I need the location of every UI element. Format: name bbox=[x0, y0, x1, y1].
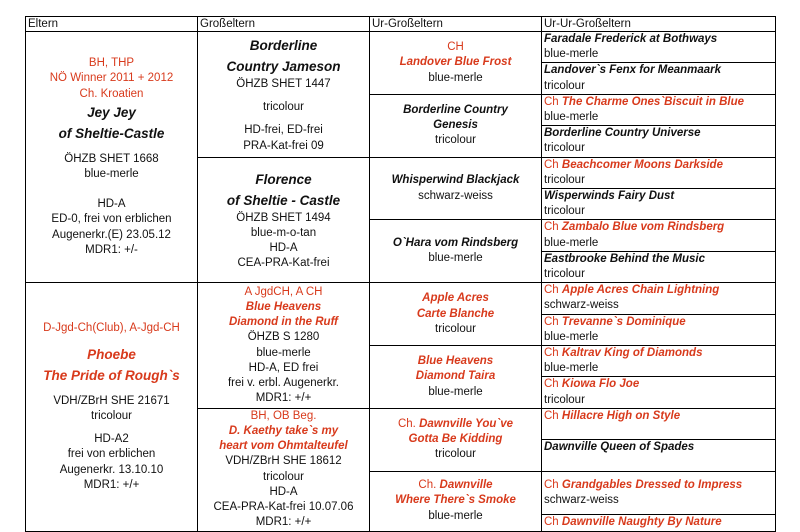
gggp-cell bbox=[542, 314, 776, 345]
ggp-cell bbox=[370, 94, 542, 157]
dam-sire-name: Blue Heavens bbox=[245, 300, 322, 313]
ggp-color: tricolour bbox=[435, 134, 476, 147]
gggp-color: blue-merle bbox=[544, 330, 599, 343]
gggp-color: blue-merle bbox=[544, 362, 599, 375]
ggp-name-line: Genesis bbox=[433, 119, 478, 132]
gggp-color: blue-merle bbox=[544, 48, 599, 61]
dam-dam-name: heart vom Ohmtalteufel bbox=[219, 440, 348, 453]
gggp-name: Kaltrav King of Diamonds bbox=[561, 347, 703, 360]
gggp-cell bbox=[542, 440, 776, 471]
ggp-cell bbox=[370, 346, 542, 409]
dam-health: frei von erblichen bbox=[67, 448, 156, 461]
sire-sire-registration: ÖHZB SHET 1447 bbox=[236, 77, 331, 90]
gggp-prefix: Ch bbox=[544, 347, 559, 360]
gggp-cell bbox=[542, 63, 776, 94]
dam-dam-health: MDR1: +/+ bbox=[255, 516, 312, 529]
gggp-cell bbox=[542, 377, 776, 408]
sire-health: HD-A bbox=[97, 198, 126, 211]
gggp-name: Dawnville Naughty By Nature bbox=[561, 516, 722, 529]
ggp-cell bbox=[370, 157, 542, 220]
ggp-prefix: Ch. bbox=[418, 479, 437, 492]
dam-sire-registration: ÖHZB S 1280 bbox=[247, 331, 320, 344]
dam-sire-name: Diamond in the Ruff bbox=[228, 316, 339, 329]
dam-health: HD-A2 bbox=[94, 433, 129, 446]
ggp-name-line: Diamond Taira bbox=[415, 370, 496, 383]
ggp-cell bbox=[370, 471, 542, 531]
ggp-name-line: Where There`s Smoke bbox=[395, 494, 516, 507]
gggp-prefix: Ch bbox=[544, 516, 559, 529]
ggp-name-line: Dawnville You`ve bbox=[419, 417, 514, 430]
sire-dam-health: HD-A bbox=[269, 241, 298, 254]
ggp-prefix: CH bbox=[447, 41, 464, 54]
sire-dam-color: blue-m-o-tan bbox=[250, 226, 317, 239]
sire-sire-name: Borderline bbox=[249, 37, 318, 53]
ggp-color: blue-merle bbox=[428, 252, 483, 265]
dam-cell bbox=[26, 283, 198, 531]
ggp-name-line: Blue Heavens bbox=[417, 355, 494, 368]
ggp-name-line: Carte Blanche bbox=[416, 307, 495, 320]
gggp-name: Apple Acres Chain Lightning bbox=[561, 284, 720, 297]
ggp-color: blue-merle bbox=[428, 509, 483, 522]
gggp-prefix: Ch bbox=[544, 221, 559, 234]
gggp-name: Kiowa Flo Joe bbox=[561, 378, 640, 391]
header-eltern: Eltern bbox=[26, 17, 198, 32]
ggp-name-line: Borderline Country bbox=[403, 103, 508, 116]
sire-dam-health: CEA-PRA-Kat-frei bbox=[237, 257, 330, 270]
ggp-cell bbox=[370, 32, 542, 95]
ggp-name-line: Apple Acres bbox=[422, 292, 489, 305]
sire-registration: ÖHZB SHET 1668 bbox=[64, 152, 159, 165]
dam-health: Augenerkr. 13.10.10 bbox=[59, 463, 164, 476]
gggp-color: tricolour bbox=[544, 268, 585, 281]
ggp-name: Landover Blue Frost bbox=[399, 56, 512, 69]
sire-sire-name: Country Jameson bbox=[226, 58, 341, 74]
dam-sire-health: HD-A, ED frei bbox=[248, 361, 319, 374]
gggp-color: schwarz-weiss bbox=[544, 493, 619, 506]
gggp-prefix: Ch bbox=[544, 95, 559, 108]
gggp-prefix: Ch bbox=[544, 378, 559, 391]
gggp-color: tricolour bbox=[544, 393, 585, 406]
ggp-name: O`Hara vom Rindsberg bbox=[392, 237, 519, 250]
dam-health: MDR1: +/+ bbox=[83, 478, 140, 491]
ggp-color: schwarz-weiss bbox=[418, 189, 493, 202]
gggp-cell bbox=[542, 32, 776, 63]
sire-title: BH, THP bbox=[88, 57, 135, 70]
header-ur-grosseltern: Ur-Großeltern bbox=[370, 17, 542, 32]
dam-sire-health: frei v. erbl. Augenerkr. bbox=[227, 376, 339, 389]
ggp-cell bbox=[370, 220, 542, 283]
gggp-name: Grandgables Dressed to Impress bbox=[561, 478, 743, 491]
gggp-name: Zambalo Blue vom Rindsberg bbox=[561, 221, 725, 234]
gggp-name: Wisperwinds Fairy Dust bbox=[544, 190, 675, 203]
sire-dam-name: Florence bbox=[255, 171, 312, 187]
gggp-cell bbox=[542, 515, 776, 531]
dam-dam-health: CEA-PRA-Kat-frei 10.07.06 bbox=[213, 501, 354, 514]
gggp-cell bbox=[542, 189, 776, 220]
gggp-prefix: Ch bbox=[544, 409, 559, 422]
gggp-name: Borderline Country Universe bbox=[544, 127, 701, 140]
dam-color: tricolour bbox=[91, 410, 132, 423]
gggp-cell bbox=[542, 283, 776, 314]
ggp-name: Whisperwind Blackjack bbox=[391, 174, 520, 187]
ggp-color: tricolour bbox=[435, 322, 476, 335]
ggp-name-line: Gotta Be Kidding bbox=[408, 433, 503, 446]
gggp-color: blue-merle bbox=[544, 236, 599, 249]
sire-dam-name: of Sheltie - Castle bbox=[226, 192, 341, 208]
ggp-cell bbox=[370, 283, 542, 346]
gggp-prefix: Ch bbox=[544, 478, 559, 491]
gggp-cell bbox=[542, 346, 776, 377]
sire-title: Ch. Kroatien bbox=[79, 87, 144, 100]
sire-health: ED-0, frei von erblichen bbox=[51, 213, 172, 226]
gggp-color: tricolour bbox=[544, 79, 585, 92]
dam-dam-title: BH, OB Beg. bbox=[250, 409, 317, 422]
gggp-name: Beachcomer Moons Darkside bbox=[561, 158, 723, 171]
gggp-color: tricolour bbox=[544, 205, 585, 218]
gggp-cell bbox=[542, 94, 776, 125]
gggp-name: Hillacre High on Style bbox=[561, 409, 681, 422]
ggp-name-line: Dawnville bbox=[439, 479, 493, 492]
gggp-name: Trevanne`s Dominique bbox=[561, 315, 686, 328]
dam-sire-cell bbox=[198, 283, 370, 409]
sire-title: NÖ Winner 2011 + 2012 bbox=[49, 72, 174, 85]
sire-health: MDR1: +/- bbox=[85, 243, 138, 256]
dam-dam-health: HD-A bbox=[269, 485, 298, 498]
dam-dam-registration: VDH/ZBrH SHE 18612 bbox=[225, 455, 342, 468]
gggp-cell bbox=[542, 251, 776, 282]
gggp-cell bbox=[542, 126, 776, 157]
pedigree-table bbox=[25, 16, 776, 532]
dam-dam-color: tricolour bbox=[263, 470, 304, 483]
gggp-name: Eastbrooke Behind the Music bbox=[544, 252, 706, 265]
sire-sire-color: tricolour bbox=[263, 101, 304, 114]
dam-sire-title: A JgdCH, A CH bbox=[244, 285, 323, 298]
sire-sire-health: HD-frei, ED-frei bbox=[244, 124, 323, 137]
gggp-cell bbox=[542, 471, 776, 515]
dam-name: Phoebe bbox=[87, 346, 136, 362]
sire-name: Jey Jey bbox=[87, 104, 136, 120]
sire-health: Augenerkr.(E) 23.05.12 bbox=[52, 228, 171, 241]
gggp-name: Dawnville Queen of Spades bbox=[544, 441, 695, 454]
header-row bbox=[26, 17, 776, 32]
sire-dam-registration: ÖHZB SHET 1494 bbox=[236, 211, 331, 224]
dam-dam-cell bbox=[198, 408, 370, 531]
sire-sire-cell bbox=[198, 32, 370, 158]
dam-title: D-Jgd-Ch(Club), A-Jgd-CH bbox=[43, 321, 180, 334]
dam-sire-health: MDR1: +/+ bbox=[255, 392, 312, 405]
sire-name: of Sheltie-Castle bbox=[58, 125, 165, 141]
gggp-cell bbox=[542, 408, 776, 439]
header-ur-ur-grosseltern: Ur-Ur-Großeltern bbox=[542, 17, 776, 32]
ggp-color: blue-merle bbox=[428, 385, 483, 398]
sire-sire-health: PRA-Kat-frei 09 bbox=[243, 139, 324, 152]
dam-registration: VDH/ZBrH SHE 21671 bbox=[53, 394, 170, 407]
gggp-color: tricolour bbox=[544, 142, 585, 155]
ggp-prefix: Ch. bbox=[397, 417, 416, 430]
gggp-prefix: Ch bbox=[544, 284, 559, 297]
gggp-color: blue-merle bbox=[544, 111, 599, 124]
sire-color: blue-merle bbox=[84, 168, 139, 181]
ggp-color: tricolour bbox=[435, 448, 476, 461]
gggp-prefix: Ch bbox=[544, 315, 559, 328]
gggp-color: schwarz-weiss bbox=[544, 299, 619, 312]
dam-sire-color: blue-merle bbox=[256, 346, 311, 359]
gggp-cell bbox=[542, 157, 776, 188]
gggp-prefix: Ch bbox=[544, 158, 559, 171]
ggp-color: blue-merle bbox=[428, 71, 483, 84]
header-grosseltern: Großeltern bbox=[198, 17, 370, 32]
gggp-name: The Charme Ones`Biscuit in Blue bbox=[561, 95, 745, 108]
ggp-cell bbox=[370, 408, 542, 471]
gggp-name: Faradale Frederick at Bothways bbox=[544, 33, 718, 45]
dam-name: The Pride of Rough`s bbox=[43, 367, 180, 383]
dam-dam-name: D. Kaethy take`s my bbox=[228, 425, 339, 438]
gggp-name: Landover`s Fenx for Meanmaark bbox=[544, 64, 722, 77]
gggp-color: tricolour bbox=[544, 173, 585, 186]
gggp-cell bbox=[542, 220, 776, 251]
sire-cell bbox=[26, 32, 198, 283]
sire-dam-cell bbox=[198, 157, 370, 283]
